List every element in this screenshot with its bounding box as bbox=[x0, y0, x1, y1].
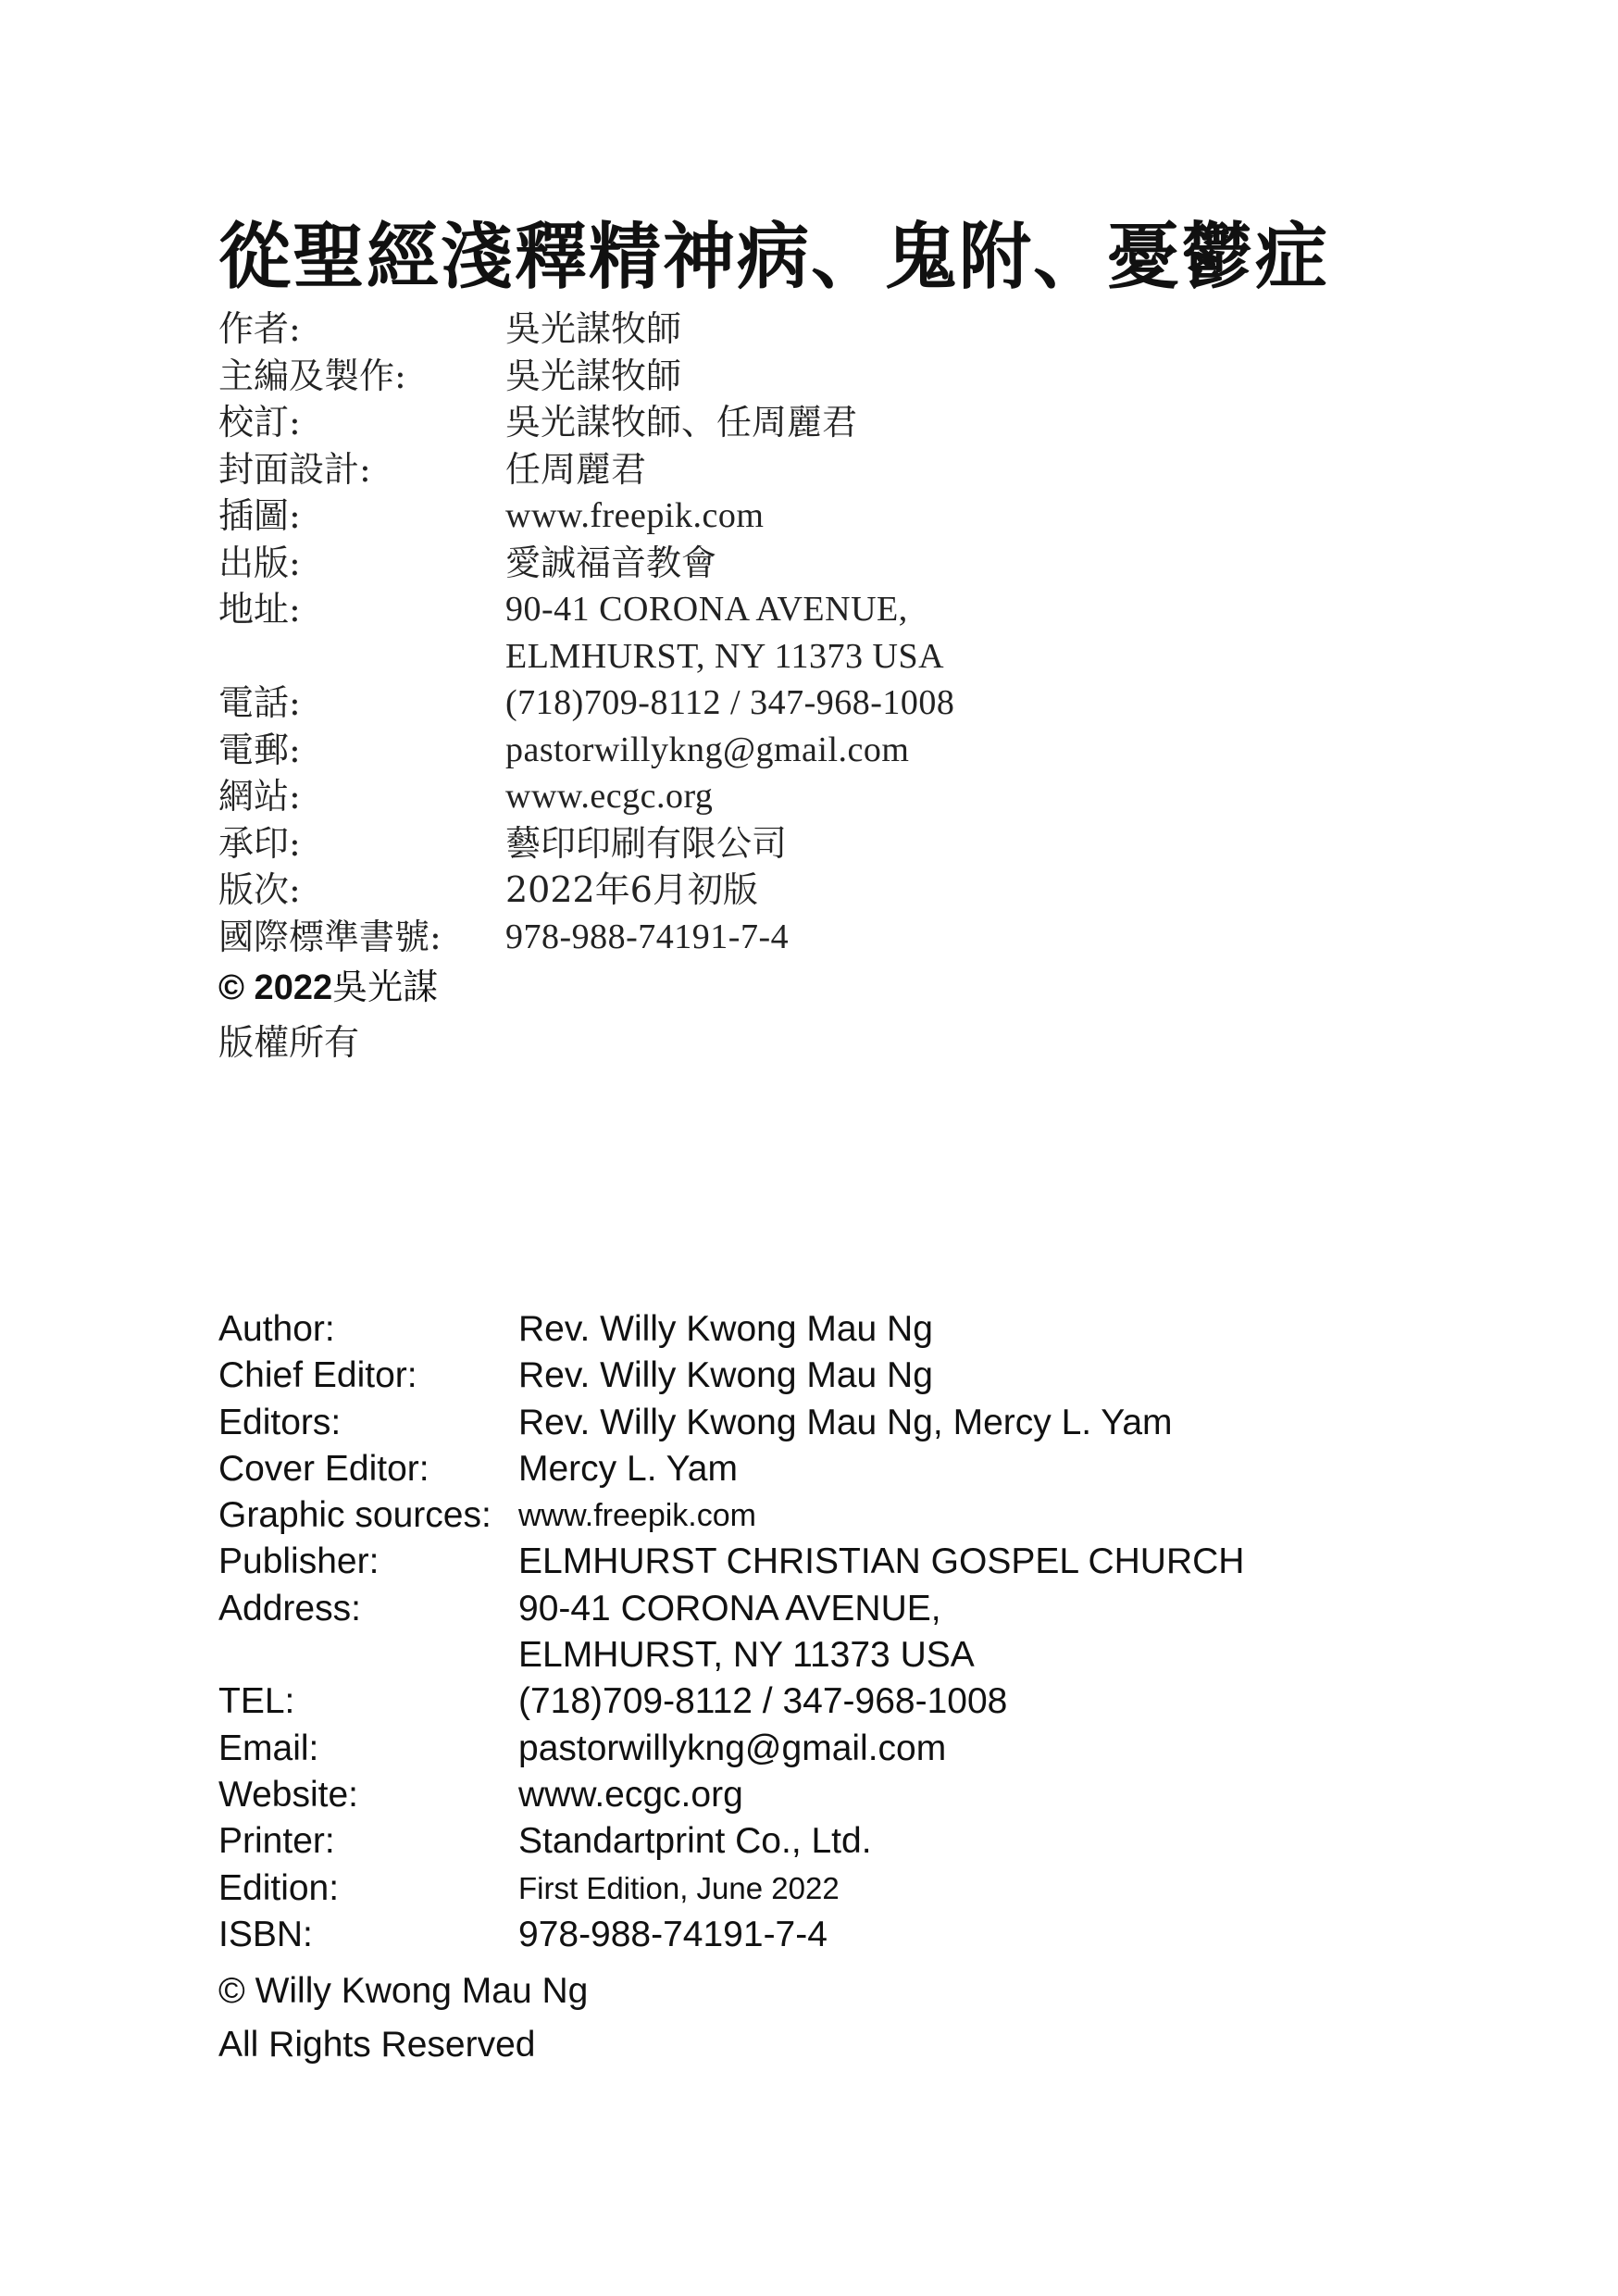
zh-website-row bbox=[218, 773, 1422, 820]
zh-address-row-2 bbox=[218, 633, 1422, 680]
zh-address-line2: ELMHURST, NY 11373 USA bbox=[505, 636, 945, 676]
zh-tel-value: (718)709-8112 / 347-968-1008 bbox=[505, 683, 955, 722]
en-author-label: Author: bbox=[218, 1309, 335, 1349]
zh-cover-row bbox=[218, 446, 1422, 493]
en-publisher-row bbox=[218, 1539, 1422, 1585]
chinese-credits bbox=[218, 306, 1422, 960]
en-website-value: www.ecgc.org bbox=[518, 1774, 743, 1815]
en-author-row bbox=[218, 1306, 1422, 1353]
zh-copyright-name: 吳光謀 bbox=[332, 967, 439, 1007]
zh-publisher-label: 出版: bbox=[218, 542, 301, 583]
zh-illustration-row bbox=[218, 493, 1422, 540]
zh-chief-editor-label: 主編及製作: bbox=[218, 355, 406, 396]
zh-tel-label: 電話: bbox=[218, 682, 301, 723]
zh-rights-line: 版權所有 bbox=[218, 1022, 360, 1063]
zh-author-label: 作者: bbox=[218, 308, 301, 349]
en-copyright-line: © Willy Kwong Mau Ng bbox=[218, 1971, 589, 2011]
en-edition-row bbox=[218, 1866, 1422, 1912]
en-graphic-label: Graphic sources: bbox=[218, 1495, 492, 1536]
en-edition-label: Edition: bbox=[218, 1867, 340, 1908]
zh-tel-row bbox=[218, 680, 1422, 727]
zh-address-row bbox=[218, 586, 1422, 633]
zh-edition-value: 2022年6月初版 bbox=[505, 869, 758, 910]
en-tel-row bbox=[218, 1678, 1422, 1725]
zh-publisher-row bbox=[218, 540, 1422, 587]
en-tel-value: (718)709-8112 / 347-968-1008 bbox=[518, 1681, 1008, 1722]
en-address-line1: 90-41 CORONA AVENUE, bbox=[518, 1588, 941, 1628]
book-title: 從聖經淺釋精神病、鬼附、憂鬱症 bbox=[218, 215, 1330, 299]
zh-editors-label: 校訂: bbox=[218, 402, 301, 443]
en-isbn-row bbox=[218, 1912, 1422, 1958]
en-website-label: Website: bbox=[218, 1774, 359, 1815]
en-cover-row bbox=[218, 1446, 1422, 1492]
en-publisher-label: Publisher: bbox=[218, 1541, 380, 1582]
zh-cover-label: 封面設計: bbox=[218, 448, 371, 490]
en-graphic-value: www.freepik.com bbox=[518, 1498, 756, 1534]
zh-edition-row bbox=[218, 867, 1422, 914]
en-tel-label: TEL: bbox=[218, 1681, 295, 1722]
en-email-row bbox=[218, 1726, 1422, 1772]
en-rights-line: All Rights Reserved bbox=[218, 2025, 536, 2065]
en-printer-row bbox=[218, 1818, 1422, 1865]
zh-email-label: 電郵: bbox=[218, 729, 301, 770]
zh-edition-label: 版次: bbox=[218, 869, 301, 910]
zh-chief-editor-row bbox=[218, 353, 1422, 400]
zh-isbn-row bbox=[218, 914, 1422, 961]
zh-copyright-line bbox=[218, 963, 438, 1012]
zh-author-row bbox=[218, 306, 1422, 353]
zh-isbn-value: 978-988-74191-7-4 bbox=[505, 917, 790, 956]
zh-editors-row bbox=[218, 399, 1422, 446]
english-credits bbox=[218, 1306, 1422, 1958]
en-email-label: Email: bbox=[218, 1728, 319, 1768]
en-editors-value: Rev. Willy Kwong Mau Ng, Mercy L. Yam bbox=[518, 1402, 1173, 1442]
en-publisher-value: ELMHURST CHRISTIAN GOSPEL CHURCH bbox=[518, 1541, 1245, 1582]
en-printer-label: Printer: bbox=[218, 1821, 335, 1862]
en-editors-label: Editors: bbox=[218, 1402, 342, 1442]
en-printer-value: Standartprint Co., Ltd. bbox=[518, 1821, 872, 1862]
en-address-label: Address: bbox=[218, 1588, 361, 1628]
zh-isbn-label: 國際標準書號: bbox=[218, 916, 442, 957]
zh-website-label: 網站: bbox=[218, 776, 301, 817]
zh-publisher-value: 愛誠福音教會 bbox=[505, 542, 717, 583]
zh-printer-row bbox=[218, 820, 1422, 867]
en-address-line2: ELMHURST, NY 11373 USA bbox=[518, 1635, 975, 1676]
en-website-row bbox=[218, 1772, 1422, 1818]
zh-printer-label: 承印: bbox=[218, 822, 301, 864]
en-graphic-row bbox=[218, 1492, 1422, 1539]
en-editors-row bbox=[218, 1400, 1422, 1446]
en-isbn-label: ISBN: bbox=[218, 1914, 313, 1954]
zh-illustration-value: www.freepik.com bbox=[505, 496, 765, 535]
zh-email-row bbox=[218, 727, 1422, 774]
zh-email-value: pastorwillykng@gmail.com bbox=[505, 730, 910, 769]
en-cover-label: Cover Editor: bbox=[218, 1448, 429, 1489]
zh-cover-value: 任周麗君 bbox=[505, 448, 647, 490]
en-chief-editor-value: Rev. Willy Kwong Mau Ng bbox=[518, 1355, 933, 1396]
zh-editors-value: 吳光謀牧師、任周麗君 bbox=[505, 402, 858, 443]
en-edition-value: First Edition, June 2022 bbox=[518, 1870, 840, 1905]
zh-address-label: 地址: bbox=[218, 589, 301, 630]
zh-printer-value: 藝印印刷有限公司 bbox=[505, 822, 788, 864]
zh-website-value: www.ecgc.org bbox=[505, 777, 714, 816]
en-isbn-value: 978-988-74191-7-4 bbox=[518, 1914, 828, 1954]
en-address-row bbox=[218, 1586, 1422, 1632]
en-chief-editor-label: Chief Editor: bbox=[218, 1355, 417, 1396]
zh-chief-editor-value: 吳光謀牧師 bbox=[505, 355, 682, 396]
en-email-value: pastorwillykng@gmail.com bbox=[518, 1728, 947, 1768]
zh-copyright-prefix: © 2022 bbox=[218, 968, 333, 1007]
zh-address-line1: 90-41 CORONA AVENUE, bbox=[505, 590, 908, 629]
zh-illustration-label: 插圖: bbox=[218, 495, 301, 536]
en-author-value: Rev. Willy Kwong Mau Ng bbox=[518, 1309, 933, 1349]
en-cover-value: Mercy L. Yam bbox=[518, 1448, 738, 1489]
zh-author-value: 吳光謀牧師 bbox=[505, 308, 682, 349]
en-address-row-2 bbox=[218, 1632, 1422, 1678]
en-chief-editor-row bbox=[218, 1353, 1422, 1399]
